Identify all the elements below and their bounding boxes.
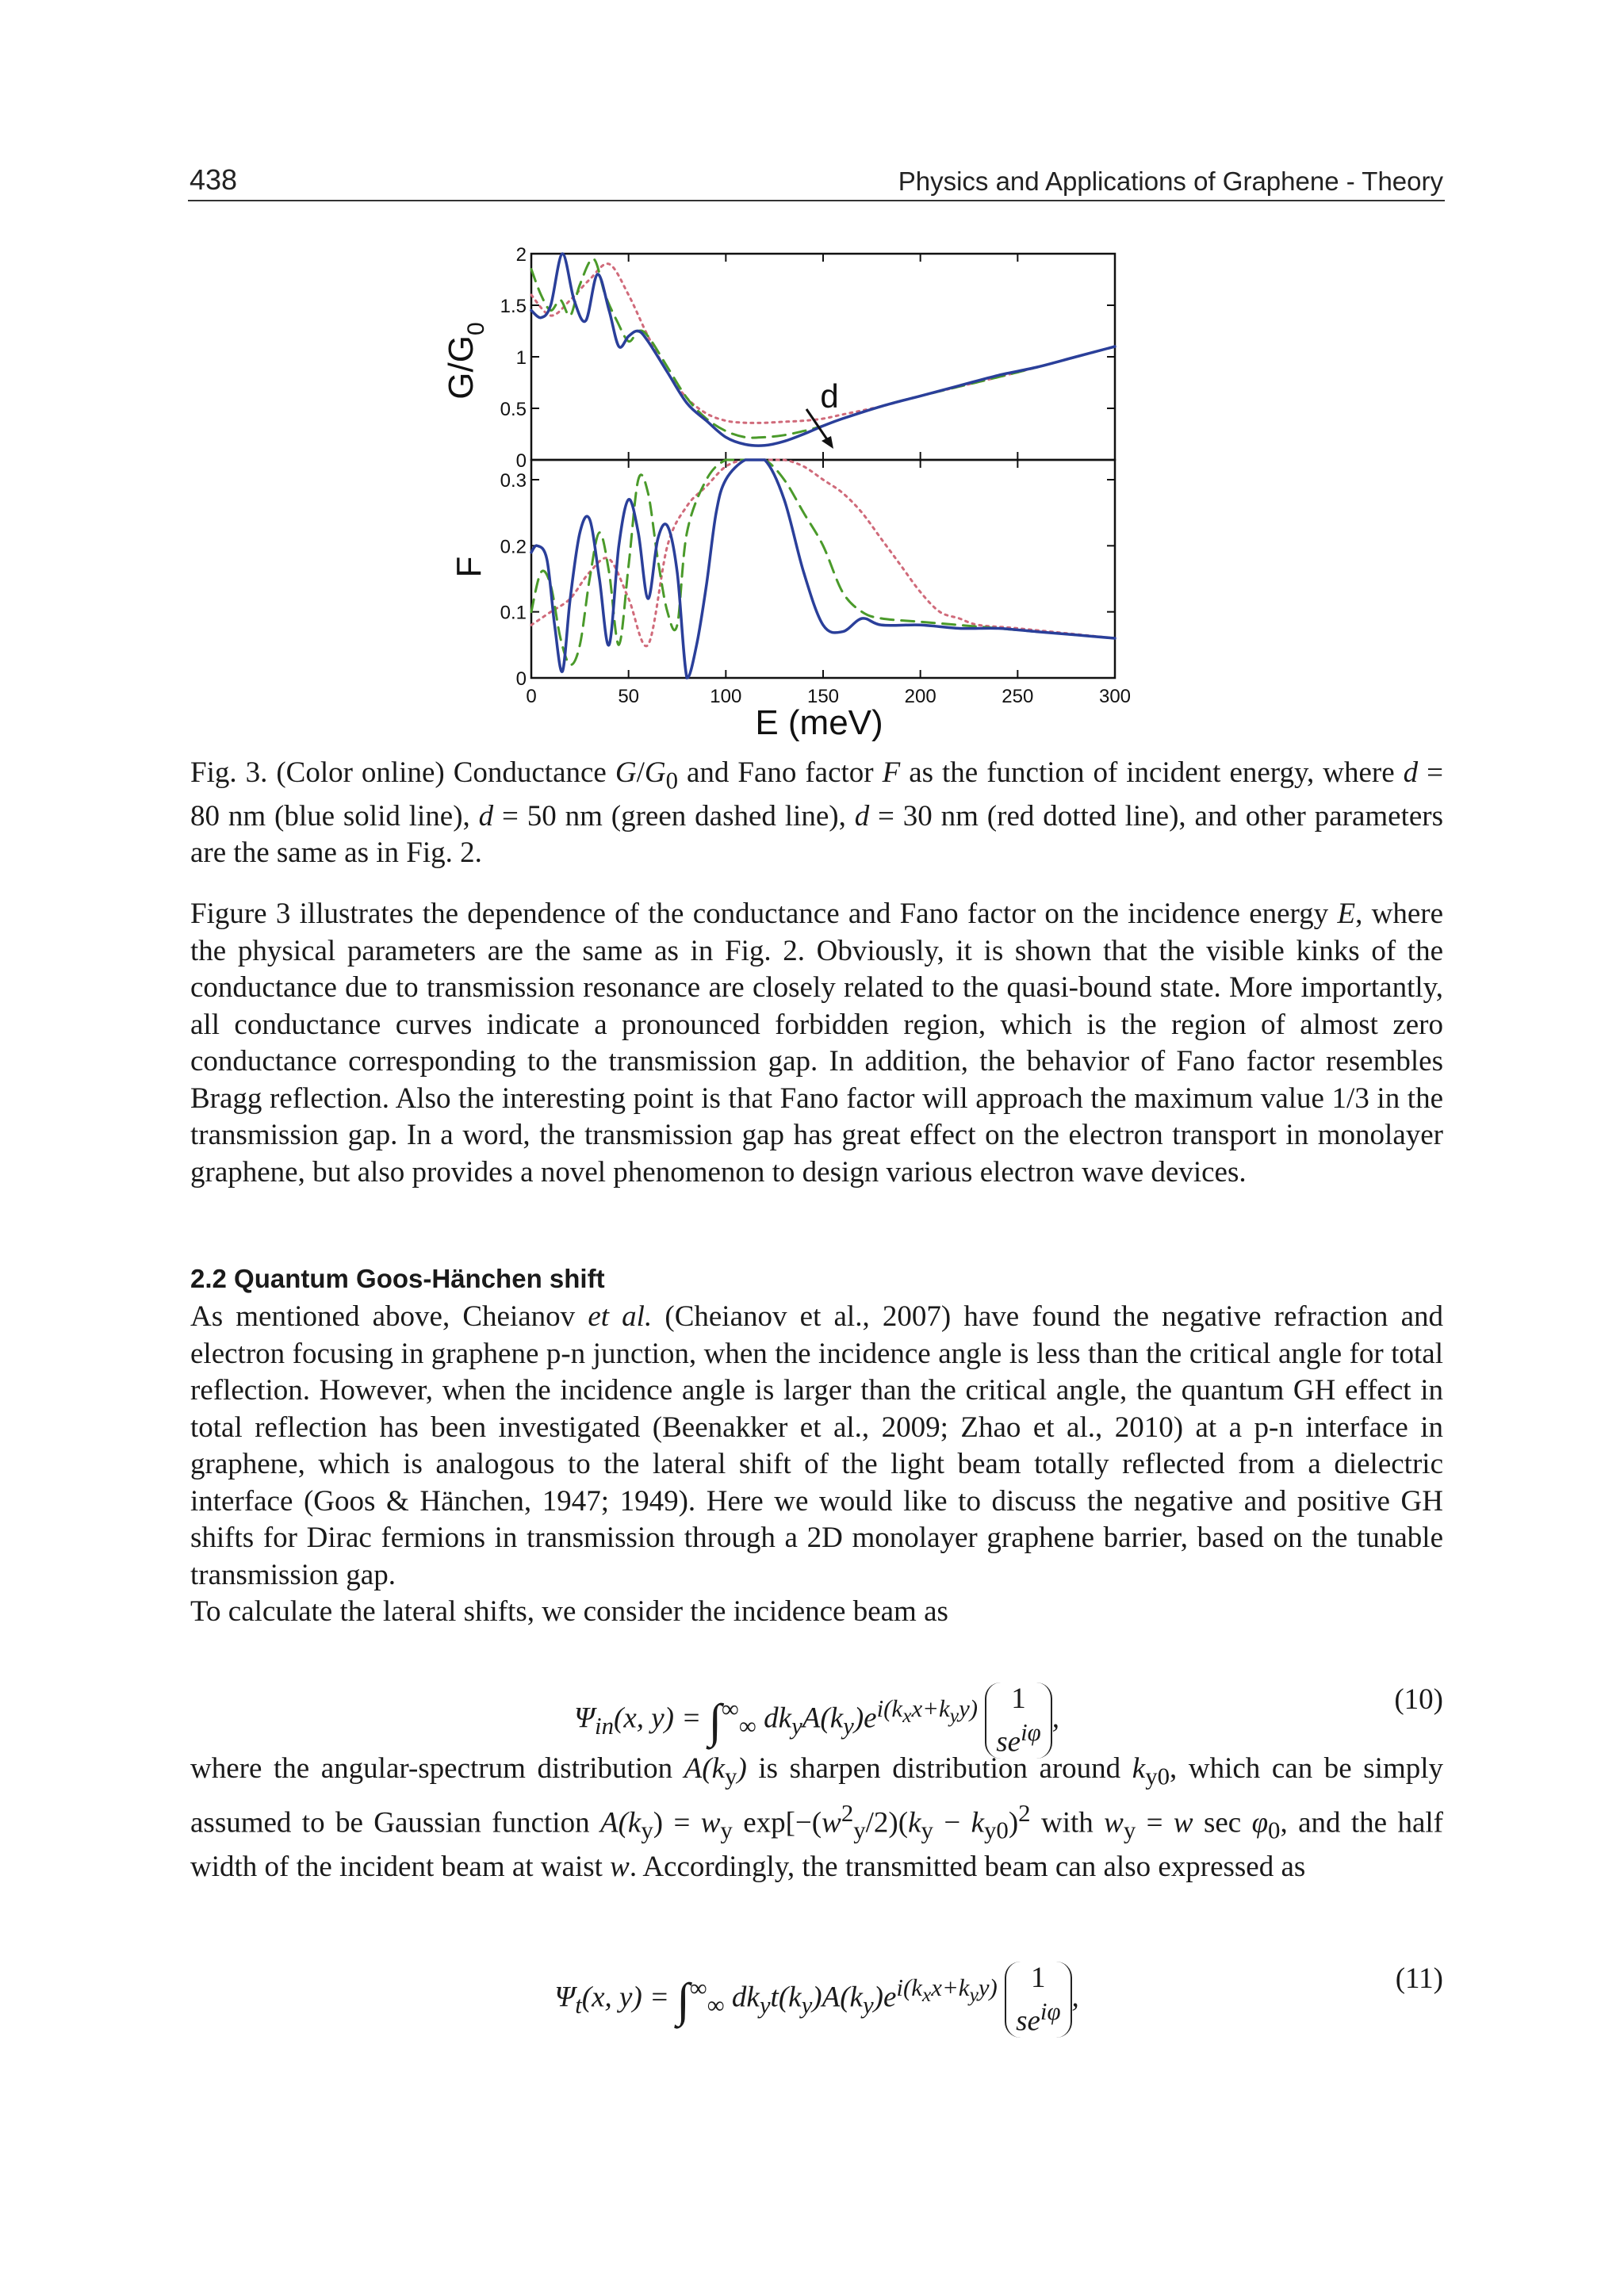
equation-11-body — [190, 1962, 1443, 2038]
xtick-label: 300 — [1098, 686, 1132, 707]
eq-psi: Ψ — [574, 1702, 596, 1735]
d-arrow — [806, 409, 833, 449]
eq-sub: y — [759, 1992, 771, 2019]
para-text: (Cheianov et al., 2007) have found the negative refraction and electron focusing in graphene p-n junction, when the incidence angle is less than the critical angle for total reflection. However, when the incidence angle is larger than the critical angle, the quantum GH effect in total reflection has been investigated (Beenakker et al., 2009; Zhao et al., 2010) at a p-n interface in graphene, which is analogous to the lateral shift of the light beam totally reflected from a dielectric interface (Goos & Hänchen, 1947; 1949). Here we would like to discuss the negative and positive GH shifts for Dirac fermions in transmission through a 2D monolayer graphene barrier, based on the tunable transmission gap. — [190, 1300, 1444, 1591]
eq-trail: , — [1071, 1981, 1079, 2014]
bottom-ytick-label: 0.2 — [500, 536, 527, 558]
math-sup: 2 — [841, 1799, 854, 1827]
eq-sub: y — [791, 1713, 802, 1740]
math: w — [822, 1806, 841, 1839]
math: ) — [1008, 1806, 1019, 1839]
figure-3 — [0, 0, 1624, 761]
spinor-vector: 1 $se^{i\varphi}$ — [985, 1682, 1051, 1759]
math: k — [1132, 1752, 1146, 1785]
caption-text: as the function of incident energy, where — [900, 756, 1404, 789]
eq-term: A(k — [802, 1702, 844, 1735]
paragraph-3 — [190, 1751, 1443, 1886]
math: k — [908, 1806, 921, 1839]
caption-text: = 80 nm (blue solid line), — [190, 756, 1443, 833]
para-text: with — [1030, 1806, 1105, 1839]
caption-g0: G — [644, 756, 666, 789]
math: = — [1136, 1806, 1174, 1839]
top-series-solid — [531, 254, 1115, 446]
equation-number: (10) — [1394, 1683, 1443, 1716]
math: w — [1173, 1806, 1193, 1839]
math-sub: y — [921, 1816, 933, 1844]
equation-11 — [190, 1935, 1443, 2038]
math: − — [933, 1806, 971, 1839]
caption-g: G — [615, 756, 637, 789]
equation-10 — [190, 1656, 1443, 1759]
eq-psi: Ψ — [554, 1981, 576, 2014]
math-sub: 0 — [1268, 1816, 1281, 1844]
bottom-ytick-label: 0 — [515, 668, 527, 690]
para-text: , and the half width of the incident beam at waist — [190, 1806, 1443, 1884]
d-annotation: d — [820, 377, 839, 415]
bottom-ytick-label: 0.3 — [500, 470, 527, 492]
equation-10-body — [190, 1682, 1443, 1759]
eq-term: dk — [731, 1981, 760, 2014]
para-etal: et al. — [588, 1300, 653, 1333]
caption-d: d — [1403, 756, 1419, 789]
conductance-panel — [500, 244, 1115, 472]
math: w — [700, 1806, 721, 1839]
xtick-label: 0 — [526, 686, 537, 707]
integral-upper: ∞ — [689, 1974, 707, 2002]
eq-term: dk — [764, 1702, 792, 1735]
math: A(k — [684, 1752, 726, 1785]
eq-sub: t — [575, 1992, 582, 2019]
xtick-label: 150 — [806, 686, 840, 707]
xtick-label: 250 — [1002, 686, 1034, 707]
eq-trail: , — [1051, 1702, 1059, 1735]
para-e: E — [1337, 898, 1356, 930]
figure-caption — [190, 755, 1443, 871]
bottom-ylabel: F — [450, 556, 488, 578]
para-lead-in: To calculate the lateral shifts, we consider the incidence beam as — [190, 1595, 948, 1628]
para-text: , where the physical parameters are the same as in Fig. 2. Obviously, it is shown that the visible kinks of the conductance due to transmission resonance are closely related to the quasi-bound state. More importantly, all conductance curves indicate a pronounced forbidden region, which is the region of almost zero conductance corresponding to the transmission gap. In addition, the behavior of Fano factor resembles Bragg reflection. Also the interesting point is that Fano factor will approach the maximum value 1/3 in the transmission gap. In a word, the transmission gap has great effect on the electron transport in monolayer graphene, but also provides a novel phenomenon to design various electron wave devices. — [190, 898, 1443, 1189]
caption-slash: / — [636, 756, 645, 789]
caption-d: d — [478, 800, 494, 833]
caption-g0-sub: 0 — [665, 767, 678, 794]
para-text: Figure 3 illustrates the dependence of the conductance and Fano factor on the incidence energy — [190, 898, 1338, 930]
math: ) = — [653, 1806, 701, 1839]
caption-f: F — [882, 756, 901, 789]
integral-sign: ∫ — [708, 1694, 722, 1748]
xtick-label: 100 — [710, 686, 742, 707]
integral-upper: ∞ — [721, 1695, 739, 1723]
para-text: As mentioned above, Cheianov — [190, 1300, 588, 1333]
math-sub: y — [1123, 1816, 1136, 1844]
running-head: Physics and Applications of Graphene - Theory — [898, 167, 1443, 196]
eq-term: )A(k — [812, 1981, 863, 2014]
math: k — [971, 1806, 985, 1839]
page-number: 438 — [190, 163, 238, 196]
eq-sub: y — [801, 1992, 813, 2019]
math: /2)( — [865, 1806, 909, 1839]
math: ) — [737, 1752, 747, 1785]
integral-lower: ∞ — [738, 1713, 756, 1740]
eq-term: t(k — [770, 1981, 802, 2014]
caption-text: = 30 nm (red dotted line), and other parameters are the same as in Fig. 2. — [190, 800, 1443, 870]
math-sub: y — [720, 1816, 733, 1844]
fano-factor-panel — [500, 460, 1115, 690]
caption-text: (Color online) Conductance — [267, 756, 615, 789]
top-ylabel-sub: 0 — [463, 322, 489, 335]
top-ytick-label: 0 — [515, 450, 527, 472]
math: A(k — [599, 1806, 642, 1839]
math: sec — [1193, 1806, 1252, 1839]
eq-args: (x, y) = — [581, 1981, 677, 2014]
eq-sub: y — [862, 1992, 874, 2019]
xtick-label: 50 — [618, 686, 640, 707]
para-text: . Accordingly, the transmitted beam can also expressed as — [629, 1851, 1306, 1884]
top-ytick-label: 1.5 — [500, 296, 527, 317]
para-text: is sharpen distribution around — [746, 1752, 1132, 1785]
eq-sub: y — [843, 1713, 854, 1740]
integral-lower: ∞ — [707, 1992, 725, 2019]
math: exp[−( — [732, 1806, 822, 1839]
top-ytick-label: 0.5 — [500, 399, 527, 420]
top-ytick-label: 2 — [515, 244, 527, 266]
caption-text: and Fano factor — [678, 756, 883, 789]
integral-sign: ∫ — [676, 1973, 690, 2027]
math-sub: y0 — [984, 1816, 1009, 1844]
math: φ — [1251, 1806, 1269, 1839]
eq-args: (x, y) = — [614, 1702, 709, 1735]
math-sup: 2 — [1018, 1799, 1031, 1827]
spinor-vector: 1 $se^{i\varphi}$ — [1005, 1962, 1071, 2038]
x-axis-label: E (meV) — [755, 703, 883, 742]
math: w — [1104, 1806, 1124, 1839]
eq-sub: in — [595, 1713, 615, 1740]
eq-term: )e — [853, 1702, 877, 1735]
top-ytick-label: 1 — [515, 347, 527, 369]
caption-d: d — [854, 800, 870, 833]
para-text: where the angular-spectrum distribution — [190, 1752, 684, 1785]
bottom-ytick-label: 0.1 — [500, 602, 527, 624]
math-sub: y0 — [1145, 1763, 1170, 1790]
eq-term: )e — [873, 1981, 897, 2014]
xtick-label: 200 — [904, 686, 936, 707]
math-sub: y — [641, 1816, 653, 1844]
eq-exponent: i(kxx+kyy) — [876, 1695, 979, 1728]
equation-number: (11) — [1395, 1962, 1443, 1995]
caption-text: = 50 nm (green dashed line), — [493, 800, 855, 833]
bottom-series-dashed — [531, 460, 1115, 664]
section-heading: 2.2 Quantum Goos-Hänchen shift — [190, 1264, 605, 1293]
math-sub: y — [853, 1816, 866, 1844]
paragraph-2 — [190, 1299, 1443, 1631]
math-sub: y — [725, 1763, 737, 1790]
para-text: , which can be simply assumed to be Gaussian function — [190, 1752, 1444, 1839]
math: w — [610, 1851, 630, 1884]
caption-label: Fig. 3. — [190, 756, 268, 789]
eq-exponent: i(kxx+kyy) — [896, 1974, 998, 2007]
top-ylabel: $G/G_0$ — [442, 322, 489, 400]
paragraph-1 — [190, 896, 1443, 1191]
top-plot-frame — [531, 254, 1115, 460]
